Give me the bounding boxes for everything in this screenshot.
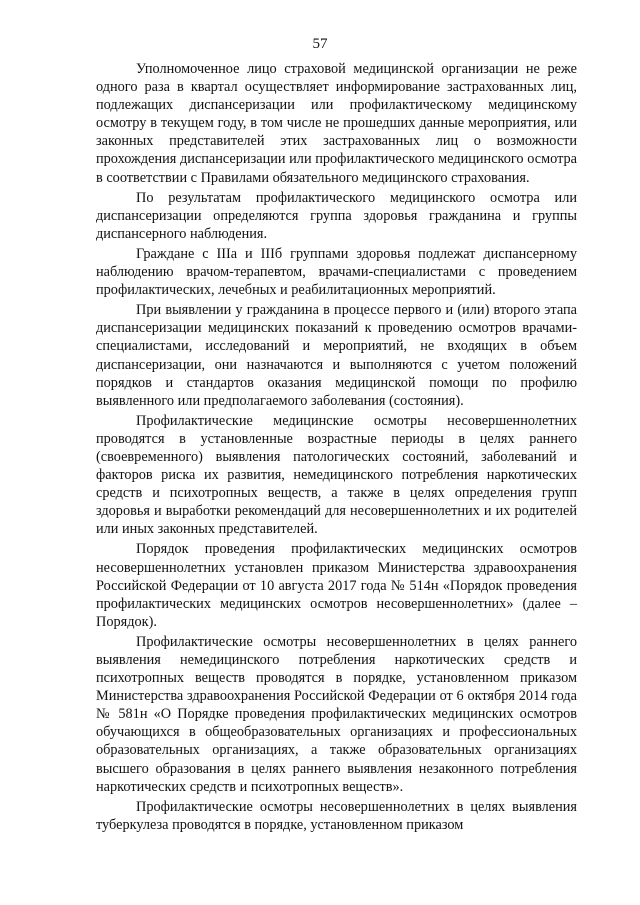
page-number: 57 — [312, 36, 328, 52]
paragraph-additional-examinations: При выявлении у гражданина в процессе первого и (или) второго этапа диспансеризации медицинских показаний к проведению осмотров врачами-специалистами, исследований и мероприятий, не входящих в объем диспансеризации, они назначаются и выполняются с учетом положений порядков и стандартов оказания медицинской помощи по профилю выявленного или предполагаемого заболевания (состояния). — [96, 302, 577, 409]
paragraph-procedure-order: Порядок проведения профилактических медицинских осмотров несовершеннолетних установлен приказом Министерства здравоохранения Российской Федерации от 10 августа 2017 года № 514н «Порядок проведения профилактических медицинских осмотров несовершеннолетних» (далее – Порядок). — [96, 541, 577, 630]
document-body — [96, 60, 577, 836]
paragraph-insurance-informing: Уполномоченное лицо страховой медицинской организации не реже одного раза в квартал осуществляет информирование застрахованных лиц, подлежащих диспансеризации или профилактическому медицинскому осмотру в текущем году, в том числе не прошедших данные мероприятия, или законных представителей этих застрахованных лиц о возможности прохождения диспансеризации или профилактического медицинского осмотра в соответствии с Правилами обязательного медицинского страхования. — [96, 61, 577, 186]
paragraph-tuberculosis: Профилактические осмотры несовершеннолетних в целях выявления туберкулеза проводятся в порядке, установленном приказом — [96, 798, 577, 833]
paragraph-health-group: По результатам профилактического медицинского осмотра или диспансеризации определяются группа здоровья гражданина и группы диспансерного наблюдения. — [96, 189, 577, 242]
paragraph-drug-screening: Профилактические осмотры несовершеннолетних в целях раннего выявления немедицинского потребления наркотических средств и психотропных веществ проводятся в порядке, установленном приказом Министерства здравоохранения Российской Федерации от 6 октября 2014 года № 581н «О Порядке проведения профилактических медицинских осмотров обучающихся в общеобразовательных организациях и профессиональных образовательных организациях, а также образовательных организациях высшего образования в целях раннего выявления незаконного потребления наркотических средств и психотропных веществ». — [96, 633, 577, 795]
paragraph-minors-examinations: Профилактические медицинские осмотры несовершеннолетних проводятся в установленные возрастные периоды в целях раннего (своевременного) выявления патологических состояний, заболеваний и факторов риска их развития, немедицинского потребления наркотических средств и психотропных веществ, а также в целях определения групп здоровья и выработки рекомендаций для несовершеннолетних и их родителей или иных законных представителей. — [96, 412, 577, 538]
paragraph-dispensary-observation: Граждане с IIIа и IIIб группами здоровья подлежат диспансерному наблюдению врачом-терапевтом, врачами-специалистами с проведением профилактических, лечебных и реабилитационных мероприятий. — [96, 245, 577, 299]
